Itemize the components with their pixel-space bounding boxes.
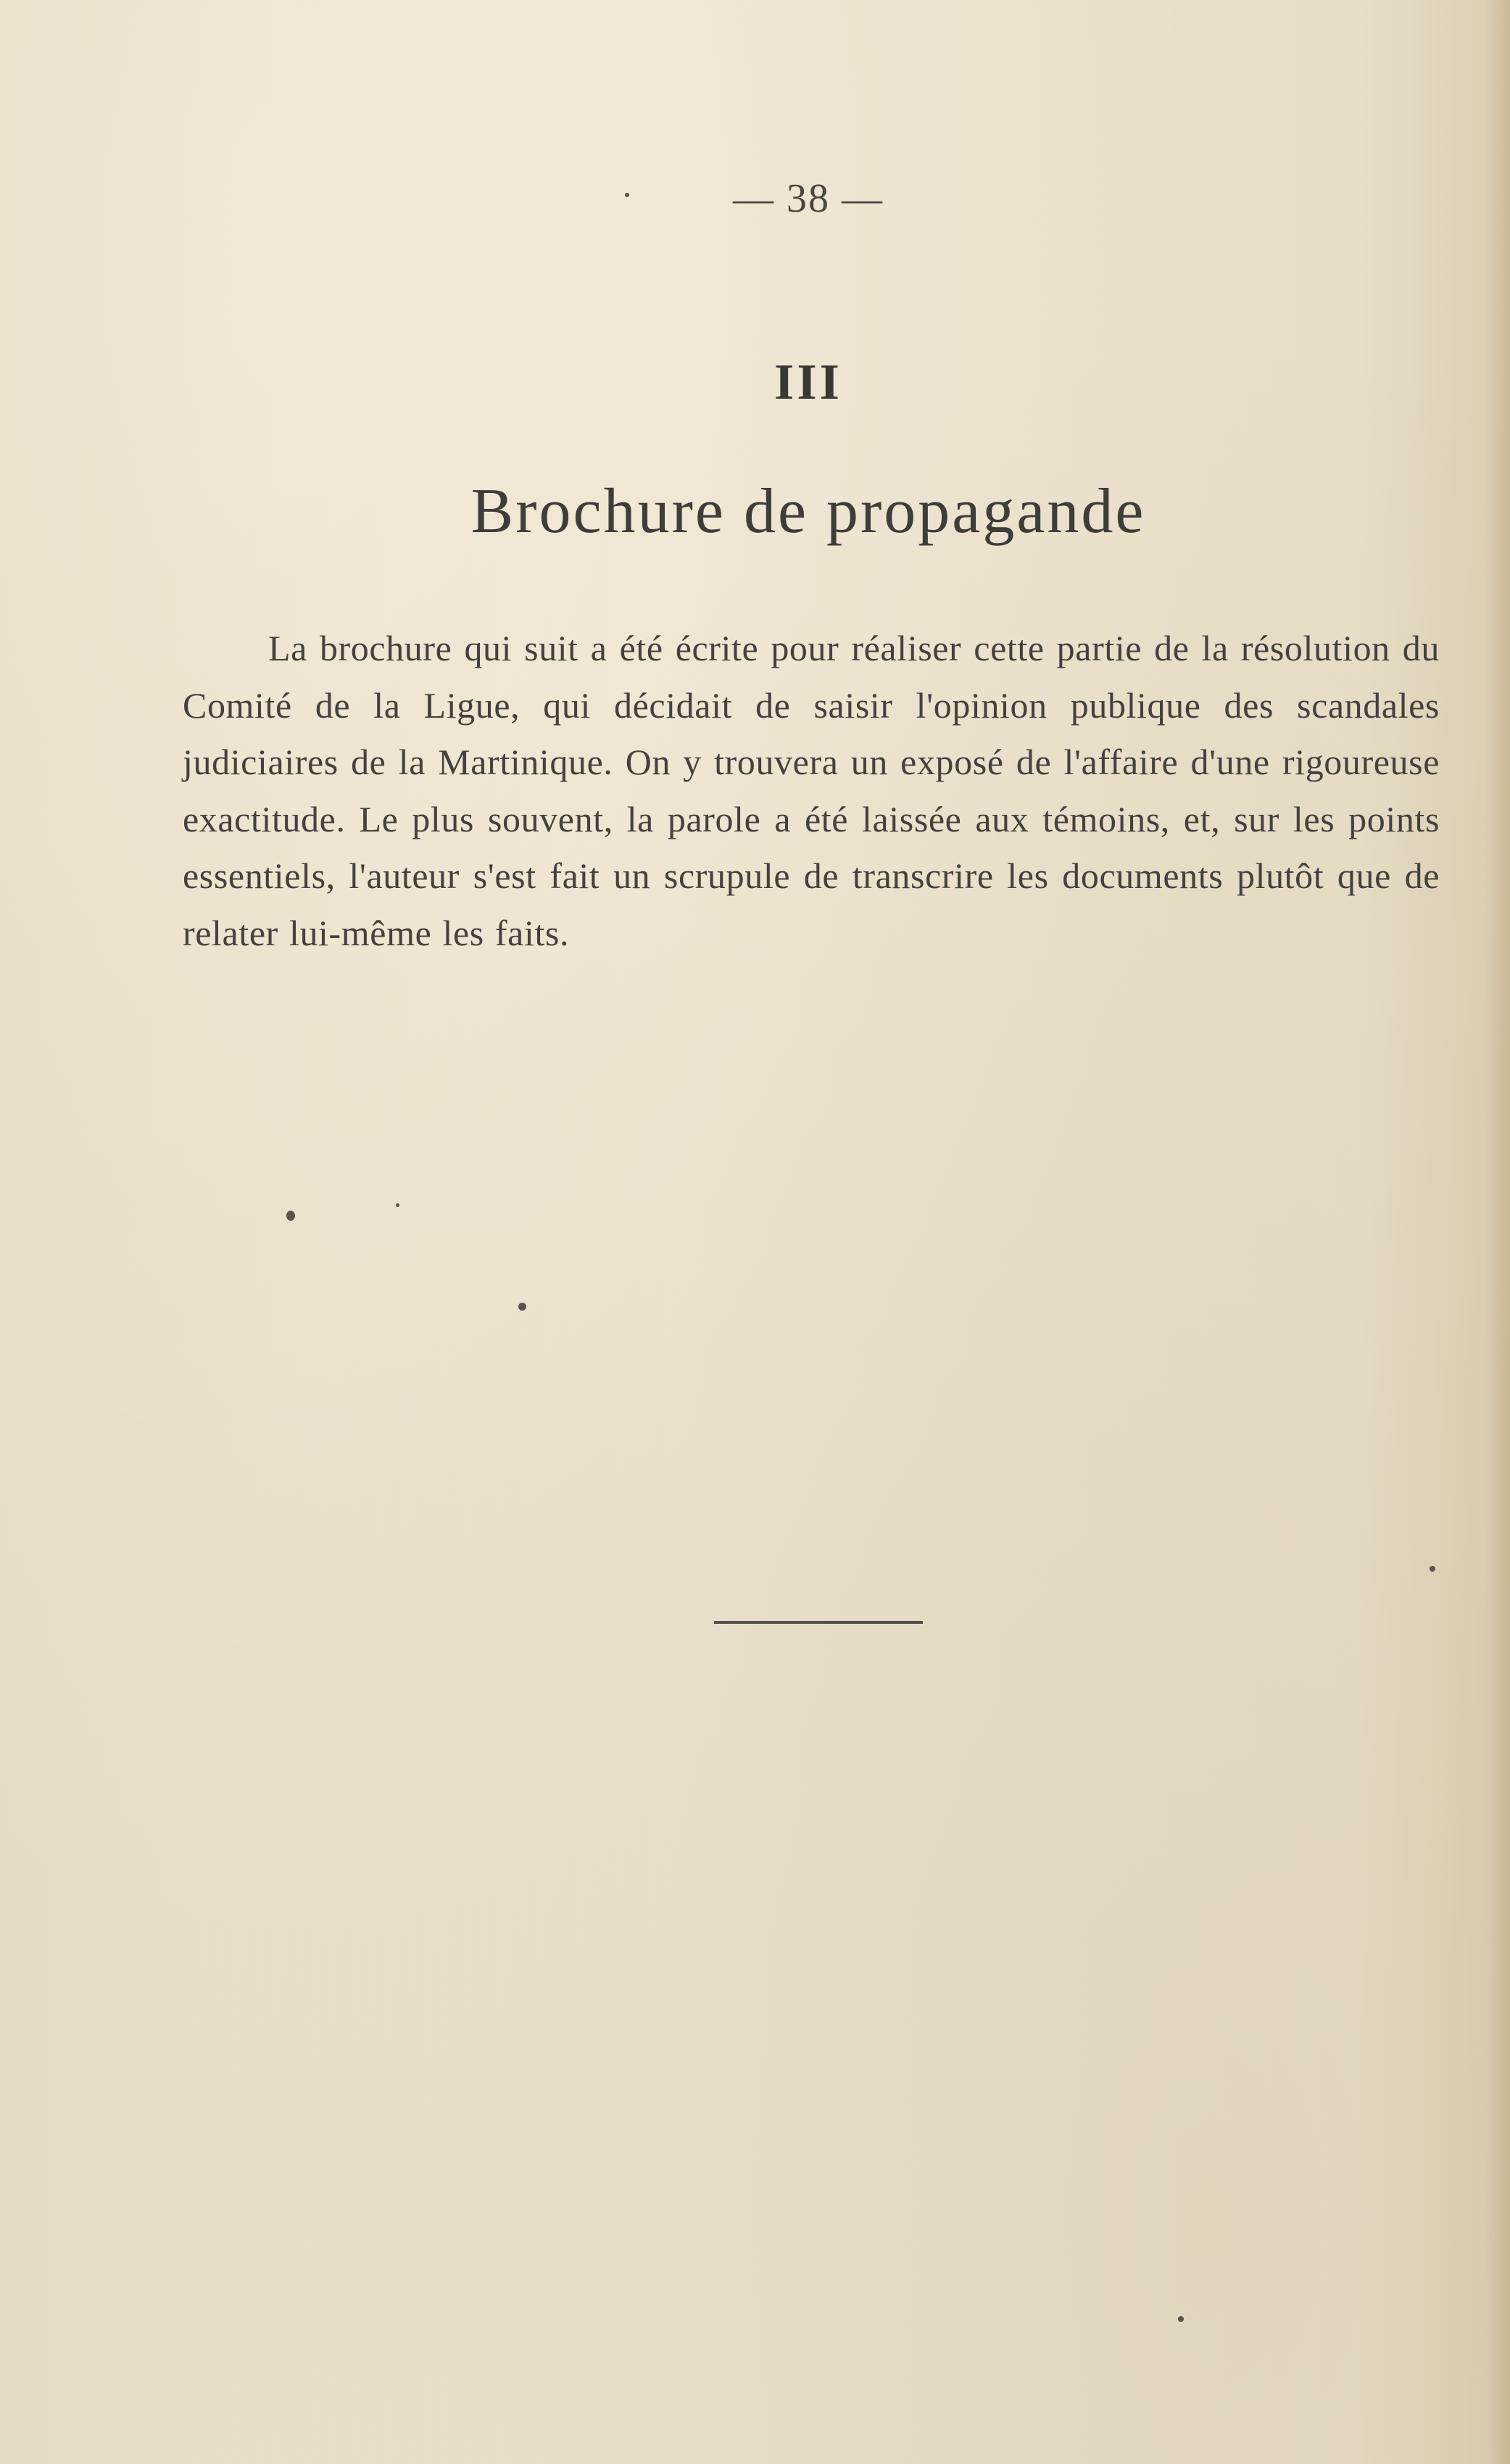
section-title: Brochure de propagande	[470, 476, 1146, 547]
paper-speck	[1178, 2316, 1184, 2322]
paper-speck	[286, 1211, 295, 1221]
paper-speck	[1430, 1566, 1435, 1572]
page-number: — 38 —	[733, 176, 884, 221]
section-number: III	[774, 354, 842, 410]
paper-speck	[518, 1303, 526, 1311]
body-paragraph: La brochure qui suit a été écrite pour réaliser cette partie de la résolution du Comité de la Ligue, qui décidait de saisir l'opinion publique des scandales judiciaires de la Martinique. On y trouvera un exposé de l'affaire d'une rigoureuse exactitude. Le plus souvent, la parole a été laissée aux témoins, et, sur les points essentiels, l'auteur s'est fait un scrupule de transcrire les documents plutôt que de relater lui-même les faits.	[183, 628, 1440, 953]
paper-speck	[396, 1203, 399, 1207]
paper-speck	[625, 193, 629, 197]
section-end-rule	[714, 1621, 923, 1624]
